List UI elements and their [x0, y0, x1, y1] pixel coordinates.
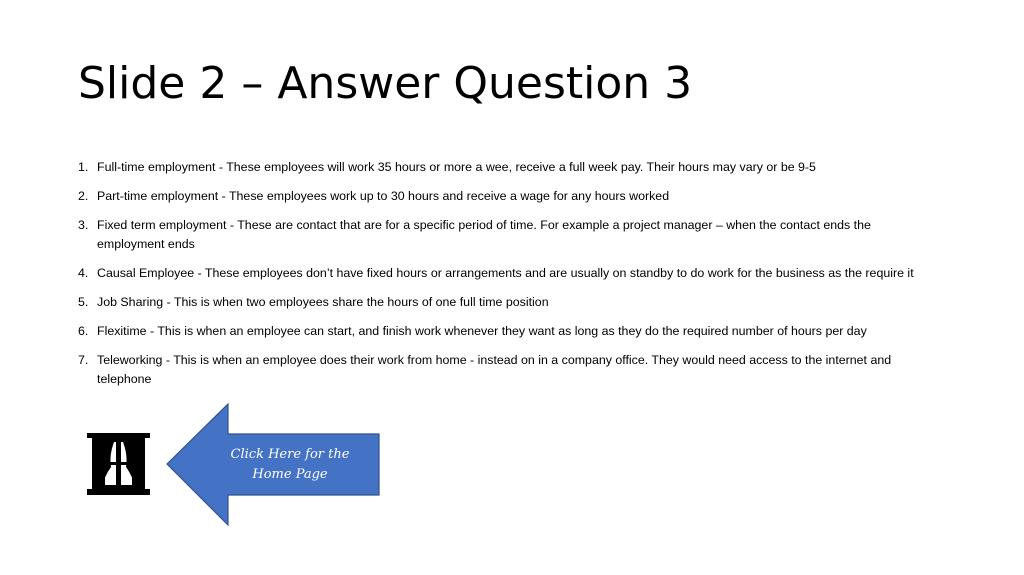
list-item	[78, 264, 938, 283]
list-item-text: Full-time employment - These employees will work 35 hours or more a wee, receive a full week pay. Their hours may vary or be 9-5	[97, 160, 816, 174]
employment-types-list	[78, 158, 938, 399]
list-item	[78, 351, 938, 389]
list-item-text: Job Sharing - This is when two employees share the hours of one full time position	[97, 295, 549, 309]
list-item-number: 2.	[78, 189, 89, 203]
list-item-text: Teleworking - This is when an employee does their work from home - instead on in a company office. They would need access to the internet and telephone	[97, 353, 892, 386]
home-page-button-label: Click Here for the Home Page	[230, 447, 350, 482]
window-curtains-icon	[87, 433, 151, 495]
list-item-number: 4.	[78, 266, 89, 280]
list-item-number: 7.	[78, 353, 89, 367]
list-item	[78, 158, 938, 177]
list-item-text: Fixed term employment - These are contact that are for a specific period of time. For example a project manager – when the contact ends the employment ends	[97, 218, 871, 251]
list-item-number: 5.	[78, 295, 89, 309]
home-page-button[interactable]	[166, 403, 380, 526]
list-item-number: 3.	[78, 218, 89, 232]
slide-title: Slide 2 – Answer Question 3	[78, 58, 693, 109]
list-item	[78, 322, 938, 341]
list-item	[78, 293, 938, 312]
list-item-text: Causal Employee - These employees don’t have fixed hours or arrangements and are usually on standby to do work for the business as the require it	[97, 266, 914, 280]
list-item-text: Part-time employment - These employees work up to 30 hours and receive a wage for any hours worked	[97, 189, 670, 203]
list-item	[78, 187, 938, 206]
list-item-number: 1.	[78, 160, 89, 174]
list-item-number: 6.	[78, 324, 89, 338]
list-item	[78, 216, 938, 254]
list-item-text: Flexitime - This is when an employee can start, and finish work whenever they want as long as they do the required number of hours per day	[97, 324, 867, 338]
